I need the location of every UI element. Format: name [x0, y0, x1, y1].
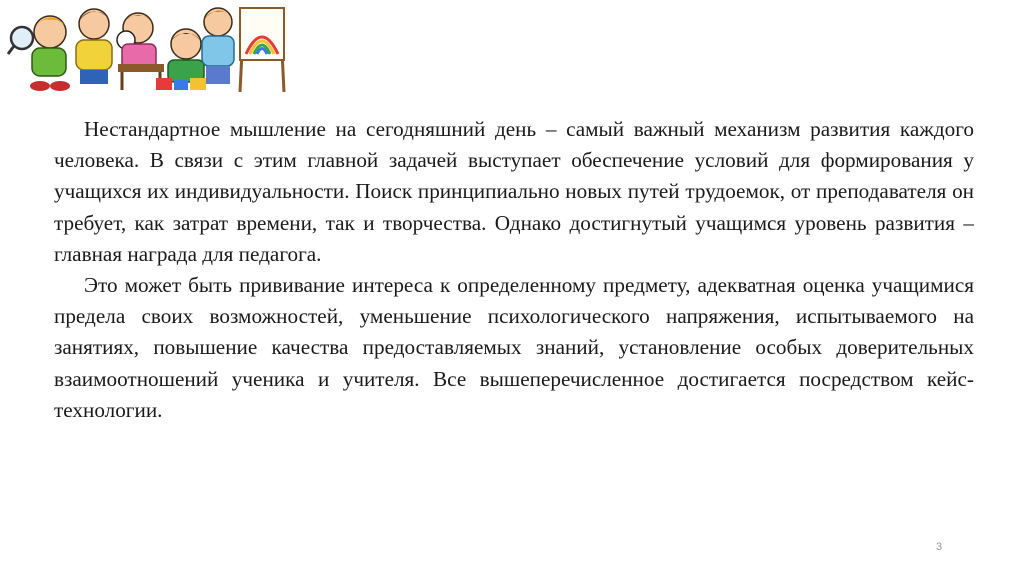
- paragraph-1: Нестандартное мышление на сегодняшний день – самый важный механизм развития каждого человека. В связи с этим главной задачей выступает обеспечение условий для формирования у учащихся их индивидуальности. Поиск принципиально новых путей трудоемок, от преподавателя он требует, как затрат времени, так и творчества. Однако достигнутый учащимся уровень развития – главная награда для педагога.: [54, 117, 974, 266]
- children-clipart-icon: [6, 2, 286, 94]
- paragraph-2: Это может быть прививание интереса к определенному предмету, адекватная оценка учащимися предела своих возможностей, уменьшение психологического напряжения, испытываемого на занятиях, повышение качества предоставляемых знаний, установление особых доверительных взаимоотношений ученика и учителя. Все вышеперечисленное достигается посредством кейс-технологии.: [54, 273, 974, 422]
- body-text: [54, 114, 974, 426]
- slide-number: 3: [936, 541, 943, 553]
